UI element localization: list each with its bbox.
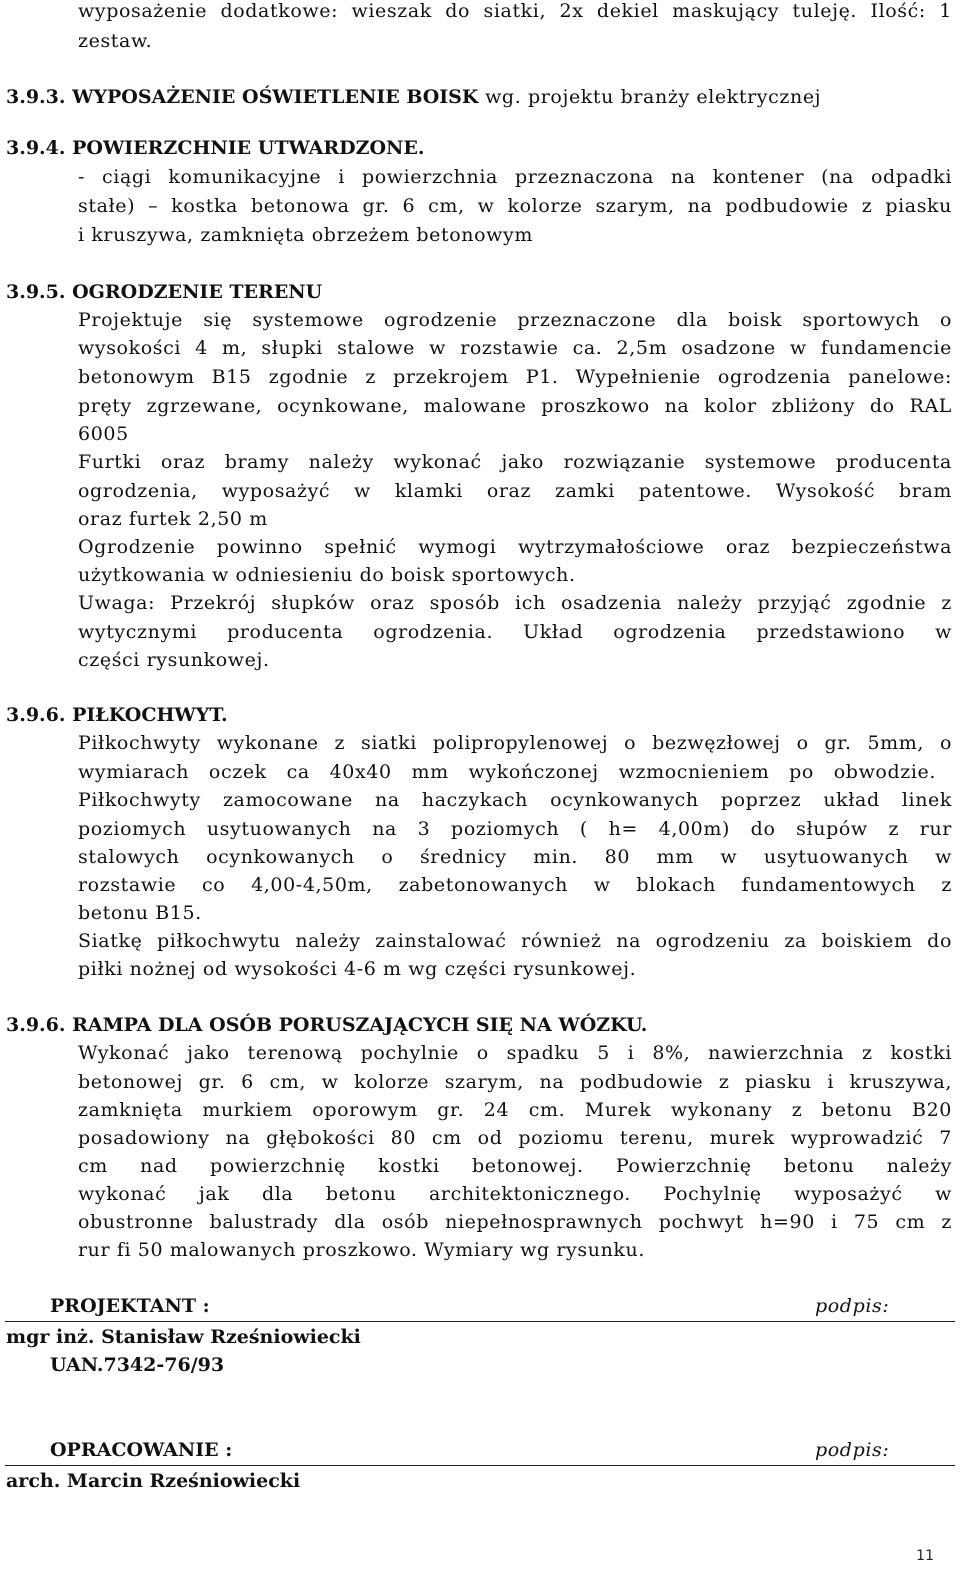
section-3-9-4-line-3: i kruszywa, zamknięta obrzeżem betonowym [78, 224, 533, 246]
section-3-9-5-line: części rysunkowej. [78, 649, 270, 671]
section-pilkochwyt-heading: 3.9.6. PIŁKOCHWYT. [6, 704, 228, 726]
section-3-9-5-line: użytkowania w odniesieniu do boisk sportowych. [78, 564, 576, 586]
section-3-9-5-line: Projektuje się systemowe ogrodzenie przeznaczone dla boisk sportowych o [78, 309, 952, 331]
podpis-label-1: podpis: [815, 1295, 890, 1317]
projektant-license: UAN.7342-76/93 [50, 1354, 225, 1376]
section-3-9-3-heading: 3.9.3. WYPOSAŻENIE OŚWIETLENIE BOISK [6, 86, 479, 108]
section-rampa-heading: 3.9.6. RAMPA DLA OSÓB PORUSZAJĄCYCH SIĘ NA WÓZKU. [6, 1014, 648, 1036]
section-3-9-4-line-2: stałe) – kostka betonowa gr. 6 cm, w kolorze szarym, na podbudowie z piasku [78, 195, 952, 217]
section-pilkochwyt-line: poziomych usytuowanych na 3 poziomych ( h= 4,00m) do słupów z rur [78, 818, 952, 840]
section-rampa-line: Wykonać jako terenową pochylnie o spadku 5 i 8%, nawierzchnia z kostki [78, 1042, 952, 1064]
section-pilkochwyt-line: Siatkę piłkochwytu należy zainstalować również na ogrodzeniu za boiskiem do [78, 930, 952, 952]
section-rampa-line: zamknięta murkiem oporowym gr. 24 cm. Murek wykonany z betonu B20 [78, 1099, 952, 1121]
section-3-9-5-heading: 3.9.5. OGRODZENIE TERENU [6, 281, 323, 303]
section-pilkochwyt-line: Piłkochwyty zamocowane na haczykach ocynkowanych poprzez układ linek [78, 789, 952, 811]
section-3-9-5-line: Uwaga: Przekrój słupków oraz sposób ich osadzenia należy przyjąć zgodnie z [78, 592, 952, 614]
intro-line-1: wyposażenie dodatkowe: wieszak do siatki, 2x dekiel maskujący tuleję. Ilość: 1 [78, 0, 952, 22]
section-3-9-5-line: Ogrodzenie powinno spełnić wymogi wytrzymałościowe oraz bezpieczeństwa [78, 536, 952, 558]
section-3-9-4-heading: 3.9.4. POWIERZCHNIE UTWARDZONE. [6, 137, 425, 159]
section-3-9-5-line: Furtki oraz bramy należy wykonać jako rozwiązanie systemowe producenta [78, 451, 952, 473]
section-rampa-line: cm nad powierzchnię kostki betonowej. Powierzchnię betonu należy [78, 1155, 952, 1177]
section-3-9-5-line: wysokości 4 m, słupki stalowe w rozstawie ca. 2,5m osadzone w fundamencie [78, 337, 952, 359]
section-3-9-5-line: betonowym B15 zgodnie z przekrojem P1. Wypełnienie ogrodzenia panelowe: [78, 366, 952, 388]
section-rampa-line: betonowej gr. 6 cm, w kolorze szarym, na podbudowie z piasku i kruszywa, [78, 1071, 952, 1093]
page-number: 11 [916, 1548, 934, 1564]
section-3-9-5-line: oraz furtek 2,50 m [78, 508, 268, 530]
section-3-9-5-line: pręty zgrzewane, ocynkowane, malowane proszkowo na kolor zbliżony do RAL [78, 395, 952, 417]
section-3-9-5-line: 6005 [78, 423, 129, 445]
section-rampa-line: rur fi 50 malowanych proszkowo. Wymiary wg rysunku. [78, 1239, 646, 1261]
opracowanie-label: OPRACOWANIE : [50, 1439, 233, 1461]
section-3-9-5-line: wytycznymi producenta ogrodzenia. Układ ogrodzenia przedstawiono w [78, 621, 952, 643]
intro-line-2: zestaw. [78, 30, 153, 52]
projektant-name: mgr inż. Stanisław Rześniowiecki [6, 1326, 361, 1348]
section-rampa-line: obustronne balustrady dla osób niepełnosprawnych pochwyt h=90 i 75 cm z [78, 1211, 952, 1233]
section-rampa-line: posadowiony na głębokości 80 cm od poziomu terenu, murek wyprowadzić 7 [78, 1127, 952, 1149]
section-rampa-line: wykonać jak dla betonu architektonicznego. Pochylnię wyposażyć w [78, 1183, 952, 1205]
section-3-9-3 [6, 83, 821, 111]
section-pilkochwyt-line: stalowych ocynkowanych o średnicy min. 80 mm w usytuowanych w [78, 846, 952, 868]
section-pilkochwyt-line: betonu B15. [78, 902, 202, 924]
section-3-9-4-line-1: - ciągi komunikacyjne i powierzchnia przeznaczona na kontener (na odpadki [78, 166, 952, 188]
signature-rule-1 [5, 1321, 955, 1322]
projektant-label: PROJEKTANT : [50, 1295, 210, 1317]
section-pilkochwyt-line: piłki nożnej od wysokości 4-6 m wg części rysunkowej. [78, 958, 637, 980]
opracowanie-name: arch. Marcin Rześniowiecki [6, 1470, 301, 1492]
section-pilkochwyt-line: rozstawie co 4,00-4,50m, zabetonowanych w blokach fundamentowych z [78, 874, 952, 896]
podpis-label-2: podpis: [815, 1439, 890, 1461]
signature-rule-2 [5, 1465, 955, 1466]
section-3-9-5-line: ogrodzenia, wyposażyć w klamki oraz zamki patentowe. Wysokość bram [78, 480, 952, 502]
section-pilkochwyt-line: Piłkochwyty wykonane z siatki polipropylenowej o bezwęzłowej o gr. 5mm, o [78, 732, 952, 754]
section-3-9-3-text: wg. projektu branży elektrycznej [485, 86, 822, 108]
section-pilkochwyt-line: wymiarach oczek ca 40x40 mm wykończonej wzmocnieniem po obwodzie. [78, 761, 936, 783]
